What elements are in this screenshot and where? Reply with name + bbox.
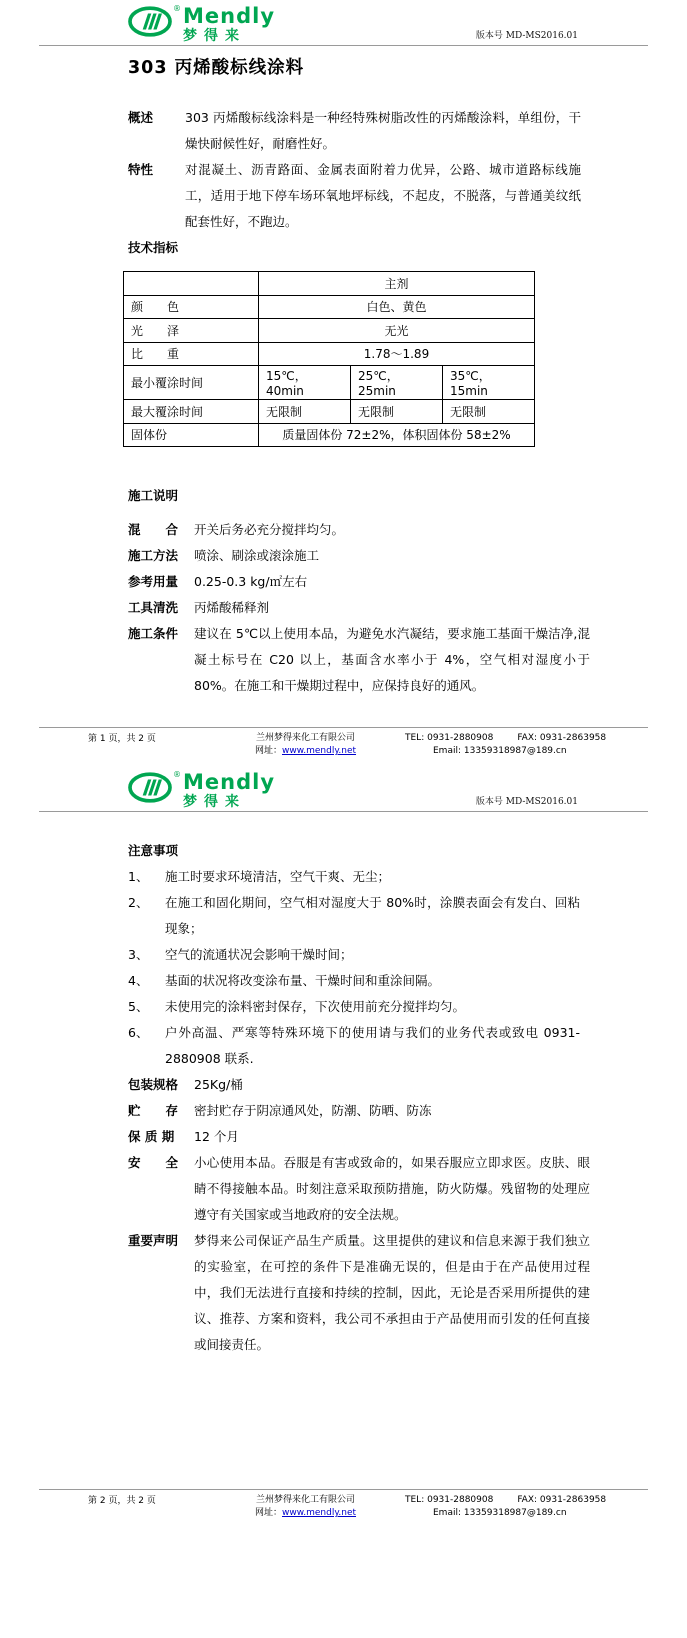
company-name: 兰州梦得来化工有限公司 <box>255 1495 355 1505</box>
method-label: 施工方法 <box>128 548 179 563</box>
mendly-logo-icon <box>128 6 172 37</box>
table-row <box>124 272 535 296</box>
note-number: 1、 <box>128 869 149 884</box>
features-label: 特性 <box>128 162 154 177</box>
gravity-label-cell: 比 重 <box>124 342 259 366</box>
safety-label: 安 全 <box>128 1155 179 1170</box>
note-number: 2、 <box>128 895 149 910</box>
shelf-life-text: 12 个月 <box>194 1129 239 1144</box>
table-row <box>124 400 535 424</box>
mixing-text: 开关后务必充分搅拌均匀。 <box>194 522 345 537</box>
tel-number: TEL: 0931-2880908 <box>405 733 494 743</box>
gloss-value-cell: 无光 <box>259 319 535 343</box>
note-number: 3、 <box>128 947 149 962</box>
version-number: 版本号 MD-MS2016.01 <box>475 31 578 41</box>
gravity-value-cell: 1.78～1.89 <box>259 342 535 366</box>
empty-cell <box>124 272 259 296</box>
storage-text: 密封贮存于阴凉通风处，防潮、防晒、防冻 <box>194 1103 432 1118</box>
min-recoat-35c-cell: 35℃，15min <box>443 366 535 400</box>
page-title: 303 丙烯酸标线涂料 <box>128 58 305 78</box>
disclaimer-text: 梦得来公司保证产品生产质量。这里提供的建议和信息来源于我们独立的实验室，在可控的条件下是准确无误的，但是由于在产品使用过程中，我们无法进行直接和持续的控制，因此，无论是否采用所提供的建议、推荐、方案和资料，我公司不承担由于产品使用而引发的任何直接或间接责任。 <box>194 1233 590 1352</box>
overview-label: 概述 <box>128 110 154 125</box>
spec-item-safety <box>128 1150 687 1228</box>
note-item-4 <box>128 968 687 994</box>
table-row <box>124 342 535 366</box>
note-number: 5、 <box>128 999 149 1014</box>
tech-specs-heading: 技术指标 <box>128 240 179 255</box>
overview-text: 303 丙烯酸标线涂料是一种经特殊树脂改性的丙烯酸涂料，单组份，干燥快耐候性好，耐磨性好。 <box>185 110 581 151</box>
construction-item-conditions <box>128 621 687 699</box>
note-item-2 <box>128 890 687 942</box>
fax-number: FAX: 0931-2863958 <box>517 1495 607 1505</box>
spec-item-shelf-life <box>128 1124 687 1150</box>
website-link[interactable]: www.mendly.net <box>282 746 357 756</box>
spec-item-disclaimer <box>128 1228 687 1358</box>
website-label: 网址： <box>254 746 282 756</box>
construction-item-tool-cleaning <box>128 595 687 621</box>
disclaimer-label: 重要声明 <box>128 1233 179 1248</box>
note-number: 6、 <box>128 1025 149 1040</box>
color-label-cell: 颜 色 <box>124 295 259 319</box>
note-item-3 <box>128 942 687 968</box>
construction-item-mixing <box>128 517 687 543</box>
packaging-text: 25Kg/桶 <box>194 1077 243 1092</box>
email-address: Email: 13359318987@189.cn <box>433 746 567 756</box>
document-page-2 <box>0 758 687 1638</box>
registered-trademark-icon: ® <box>173 4 181 13</box>
mixing-label: 混 合 <box>128 522 179 537</box>
website-line <box>255 745 356 758</box>
fax-number: FAX: 0931-2863958 <box>517 733 607 743</box>
mendly-logo <box>128 6 275 43</box>
tool-cleaning-text: 丙烯酸稀释剂 <box>194 600 270 615</box>
note-text: 施工时要求环境清洁，空气干爽、无尘； <box>165 869 391 884</box>
dosage-text: 0.25-0.3 kg/㎡左右 <box>194 574 308 589</box>
notes-heading: 注意事项 <box>128 843 179 858</box>
safety-text: 小心使用本品。吞服是有害或致命的，如果吞服应立即求医。皮肤、眼睛不得接触本品。时刻注意采取预防措施，防火防爆。残留物的处理应遵守有关国家或当地政府的安全法规。 <box>194 1155 590 1222</box>
main-agent-header-cell: 主剂 <box>259 272 535 296</box>
document-page-1 <box>0 0 687 758</box>
email-line <box>393 745 648 758</box>
min-recoat-label-cell: 最小覆涂时间 <box>124 366 259 400</box>
website-line <box>255 1507 356 1520</box>
version-number: 版本号 MD-MS2016.01 <box>475 797 578 807</box>
note-item-6 <box>128 1020 687 1072</box>
table-row <box>124 366 535 400</box>
max-recoat-cell-1: 无限制 <box>259 400 351 424</box>
page1-page-number: 第 1 页，共 2 页 <box>88 734 156 744</box>
storage-label: 贮 存 <box>128 1103 179 1118</box>
method-text: 喷涂、刷涂或滚涂施工 <box>194 548 320 563</box>
features-text: 对混凝土、沥青路面、金属表面附着力优异，公路、城市道路标线施工，适用于地下停车场环氧地坪标线，不起皮，不脱落，与普通美纹纸配套性好，不跑边。 <box>185 162 581 229</box>
page2-page-number: 第 2 页，共 2 页 <box>88 1496 156 1506</box>
company-name: 兰州梦得来化工有限公司 <box>255 733 355 743</box>
brand-name-cn: 梦得来 <box>183 28 246 44</box>
table-row <box>124 295 535 319</box>
solids-label-cell: 固体份 <box>124 423 259 447</box>
construction-item-method <box>128 543 687 569</box>
brand-name-cn: 梦得来 <box>183 794 246 810</box>
note-item-5 <box>128 994 687 1020</box>
conditions-label: 施工条件 <box>128 626 179 641</box>
tool-cleaning-label: 工具清洗 <box>128 600 179 615</box>
note-text: 户外高温、严寒等特殊环境下的使用请与我们的业务代表或致电 0931-2880908 联系. <box>165 1025 580 1066</box>
tech-specs-table <box>123 271 535 447</box>
color-value-cell: 白色、黄色 <box>259 295 535 319</box>
phone-line <box>393 732 648 745</box>
note-text: 在施工和固化期间，空气相对湿度大于 80%时，涂膜表面会有发白、回粘现象； <box>165 895 580 936</box>
max-recoat-label-cell: 最大覆涂时间 <box>124 400 259 424</box>
page1-header <box>39 0 648 46</box>
registered-trademark-icon: ® <box>173 770 181 779</box>
construction-heading: 施工说明 <box>128 488 179 503</box>
packaging-label: 包装规格 <box>128 1077 179 1092</box>
note-text: 未使用完的涂料密封保存，下次使用前充分搅拌均匀。 <box>165 999 466 1014</box>
note-text: 基面的状况将改变涂布量、干燥时间和重涂间隔。 <box>165 973 441 988</box>
brand-name <box>183 772 275 809</box>
max-recoat-cell-3: 无限制 <box>443 400 535 424</box>
spec-item-storage <box>128 1098 687 1124</box>
shelf-life-label: 保 质 期 <box>128 1129 175 1144</box>
website-label: 网址： <box>254 1508 282 1518</box>
solids-value-cell: 质量固体份 72±2%，体积固体份 58±2% <box>259 423 535 447</box>
note-text: 空气的流通状况会影响干燥时间； <box>165 947 353 962</box>
mendly-logo-icon <box>128 772 172 803</box>
features-paragraph <box>128 157 687 235</box>
page1-footer <box>39 727 648 758</box>
email-address: Email: 13359318987@189.cn <box>433 1508 567 1518</box>
min-recoat-25c-cell: 25℃，25min <box>351 366 443 400</box>
overview-paragraph <box>128 105 687 157</box>
brand-name-en: Mendly <box>183 4 276 28</box>
max-recoat-cell-2: 无限制 <box>351 400 443 424</box>
gloss-label-cell: 光 泽 <box>124 319 259 343</box>
tel-number: TEL: 0931-2880908 <box>405 1495 494 1505</box>
note-item-1 <box>128 864 687 890</box>
brand-name <box>183 6 275 43</box>
dosage-label: 参考用量 <box>128 574 179 589</box>
website-link[interactable]: www.mendly.net <box>282 1508 357 1518</box>
mendly-logo <box>128 772 275 809</box>
min-recoat-15c-cell: 15℃，40min <box>259 366 351 400</box>
email-line <box>393 1507 648 1520</box>
page2-header <box>39 758 648 812</box>
construction-item-dosage <box>128 569 687 595</box>
note-number: 4、 <box>128 973 149 988</box>
brand-name-en: Mendly <box>183 770 276 794</box>
table-row <box>124 319 535 343</box>
page2-footer <box>39 1489 648 1520</box>
table-row <box>124 423 535 447</box>
phone-line <box>393 1494 648 1507</box>
conditions-text: 建议在 5℃以上使用本品，为避免水汽凝结，要求施工基面干燥洁净,混凝土标号在 C20 以上，基面含水率小于 4%，空气相对湿度小于 80%。在施工和干燥期过程中，应保持良好的通风。 <box>194 626 590 693</box>
spec-item-packaging <box>128 1072 687 1098</box>
